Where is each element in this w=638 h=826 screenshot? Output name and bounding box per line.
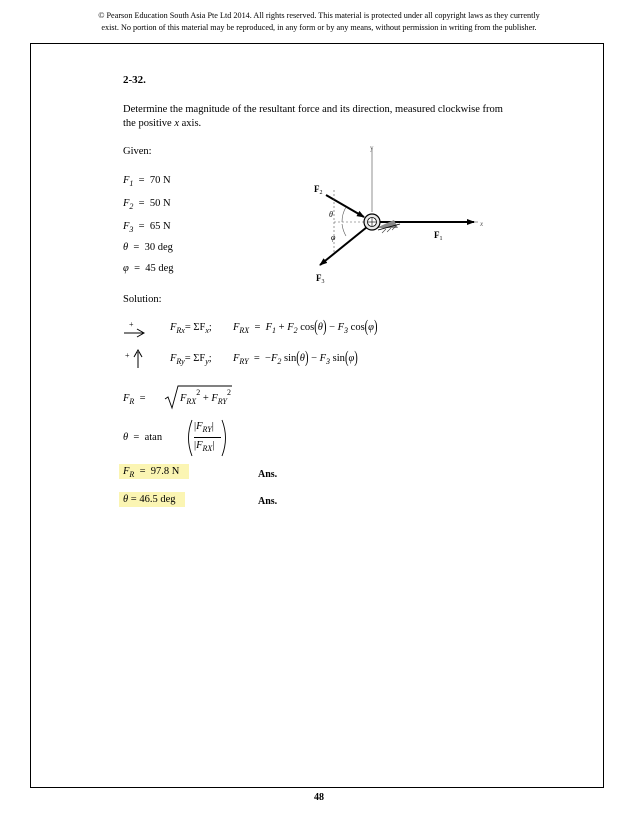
given-f2-value: 50 N: [149, 198, 171, 209]
theta-label: θ: [329, 210, 333, 219]
fraction-bar: [194, 437, 221, 438]
right-arrow-icon: [123, 320, 147, 340]
frx-equation: $F_{RX} = F_1 + F_2$ $\cos(\theta) - F_3$ cos(φ): [233, 318, 378, 337]
ans-label-2: Ans.: [258, 496, 278, 507]
page-number: 48: [314, 792, 324, 803]
force-diagram: [290, 140, 500, 290]
phi-label: φ: [331, 233, 336, 242]
atan-denominator: $|F_{RX}|$: [194, 440, 215, 453]
given-label: Given:: [123, 146, 152, 157]
given-f1: $F_1 = 70$ N: [123, 175, 171, 188]
given-f3: $F_3 = 65$ N: [123, 221, 171, 234]
atan-paren-right: [218, 418, 232, 458]
x-axis-label: x: [480, 220, 484, 228]
copyright-line-1: © Pearson Education South Asia Pte Ltd 2014. All rights reserved. This material is protected under all copyright laws as they currently: [98, 11, 540, 20]
given-theta: θ = 30 deg: [123, 242, 173, 253]
fr-radicand: $F_{RX}^2 + F_{RY}^2$: [180, 388, 231, 406]
f3-label: $F_3$: [316, 273, 325, 285]
sum-fx-label: $F_{Rx}= \Sigma F_x$;: [170, 322, 212, 335]
fry-equation: $F_{RY} = -F_2$ $\sin(\theta) - F_3$ sin(φ): [233, 349, 358, 368]
f3-arrow: [320, 227, 367, 265]
statement-line-2-pre: the positive: [123, 118, 175, 129]
statement-line-1: Determine the magnitude of the resultant force and its direction, measured clockwise from: [123, 104, 503, 115]
answer-fr-value: 97.8 N: [150, 466, 180, 477]
given-theta-value: 30 deg: [144, 242, 173, 253]
f1-label: $F_1$: [434, 230, 443, 242]
given-f1-value: 70 N: [149, 175, 171, 186]
phi-arc: [342, 224, 346, 236]
answer-theta: θ = 46.5 deg: [119, 492, 185, 507]
f2-label: $F_2$: [314, 184, 323, 196]
answer-theta-value: 46.5 deg: [139, 494, 176, 505]
answer-fr: $F_R = 97.8$ N: [119, 464, 189, 479]
sum-fy-label: $F_{Ry}= \Sigma F_y$;: [170, 353, 212, 366]
problem-number: 2-32.: [123, 74, 146, 86]
statement-x-var: x: [174, 118, 179, 129]
copyright-notice: [0, 10, 638, 34]
fr-equation: $F_R$ =: [123, 393, 151, 406]
svg-text:+: +: [129, 320, 134, 329]
ans-label-1: Ans.: [258, 469, 278, 480]
theta-atan-label: θ = atan: [123, 432, 163, 443]
copyright-line-2: exist. No portion of this material may be reproduced, in any form or by any means, without permission in writing from the publisher.: [101, 23, 537, 32]
atan-numerator: $|F_{RY}|$: [194, 421, 214, 434]
solution-label: Solution:: [123, 294, 162, 305]
problem-statement: [123, 103, 503, 131]
given-phi-value: 45 deg: [145, 263, 174, 274]
svg-text:+: +: [125, 351, 130, 360]
given-phi: φ = 45 deg: [123, 263, 174, 274]
theta-arc: [342, 207, 346, 222]
given-f2: $F_2 = 50$ N: [123, 198, 171, 211]
up-arrow-icon: [123, 348, 147, 370]
statement-line-2-post: axis.: [179, 118, 202, 129]
given-f3-value: 65 N: [149, 221, 171, 232]
y-axis-label: y: [370, 144, 374, 152]
